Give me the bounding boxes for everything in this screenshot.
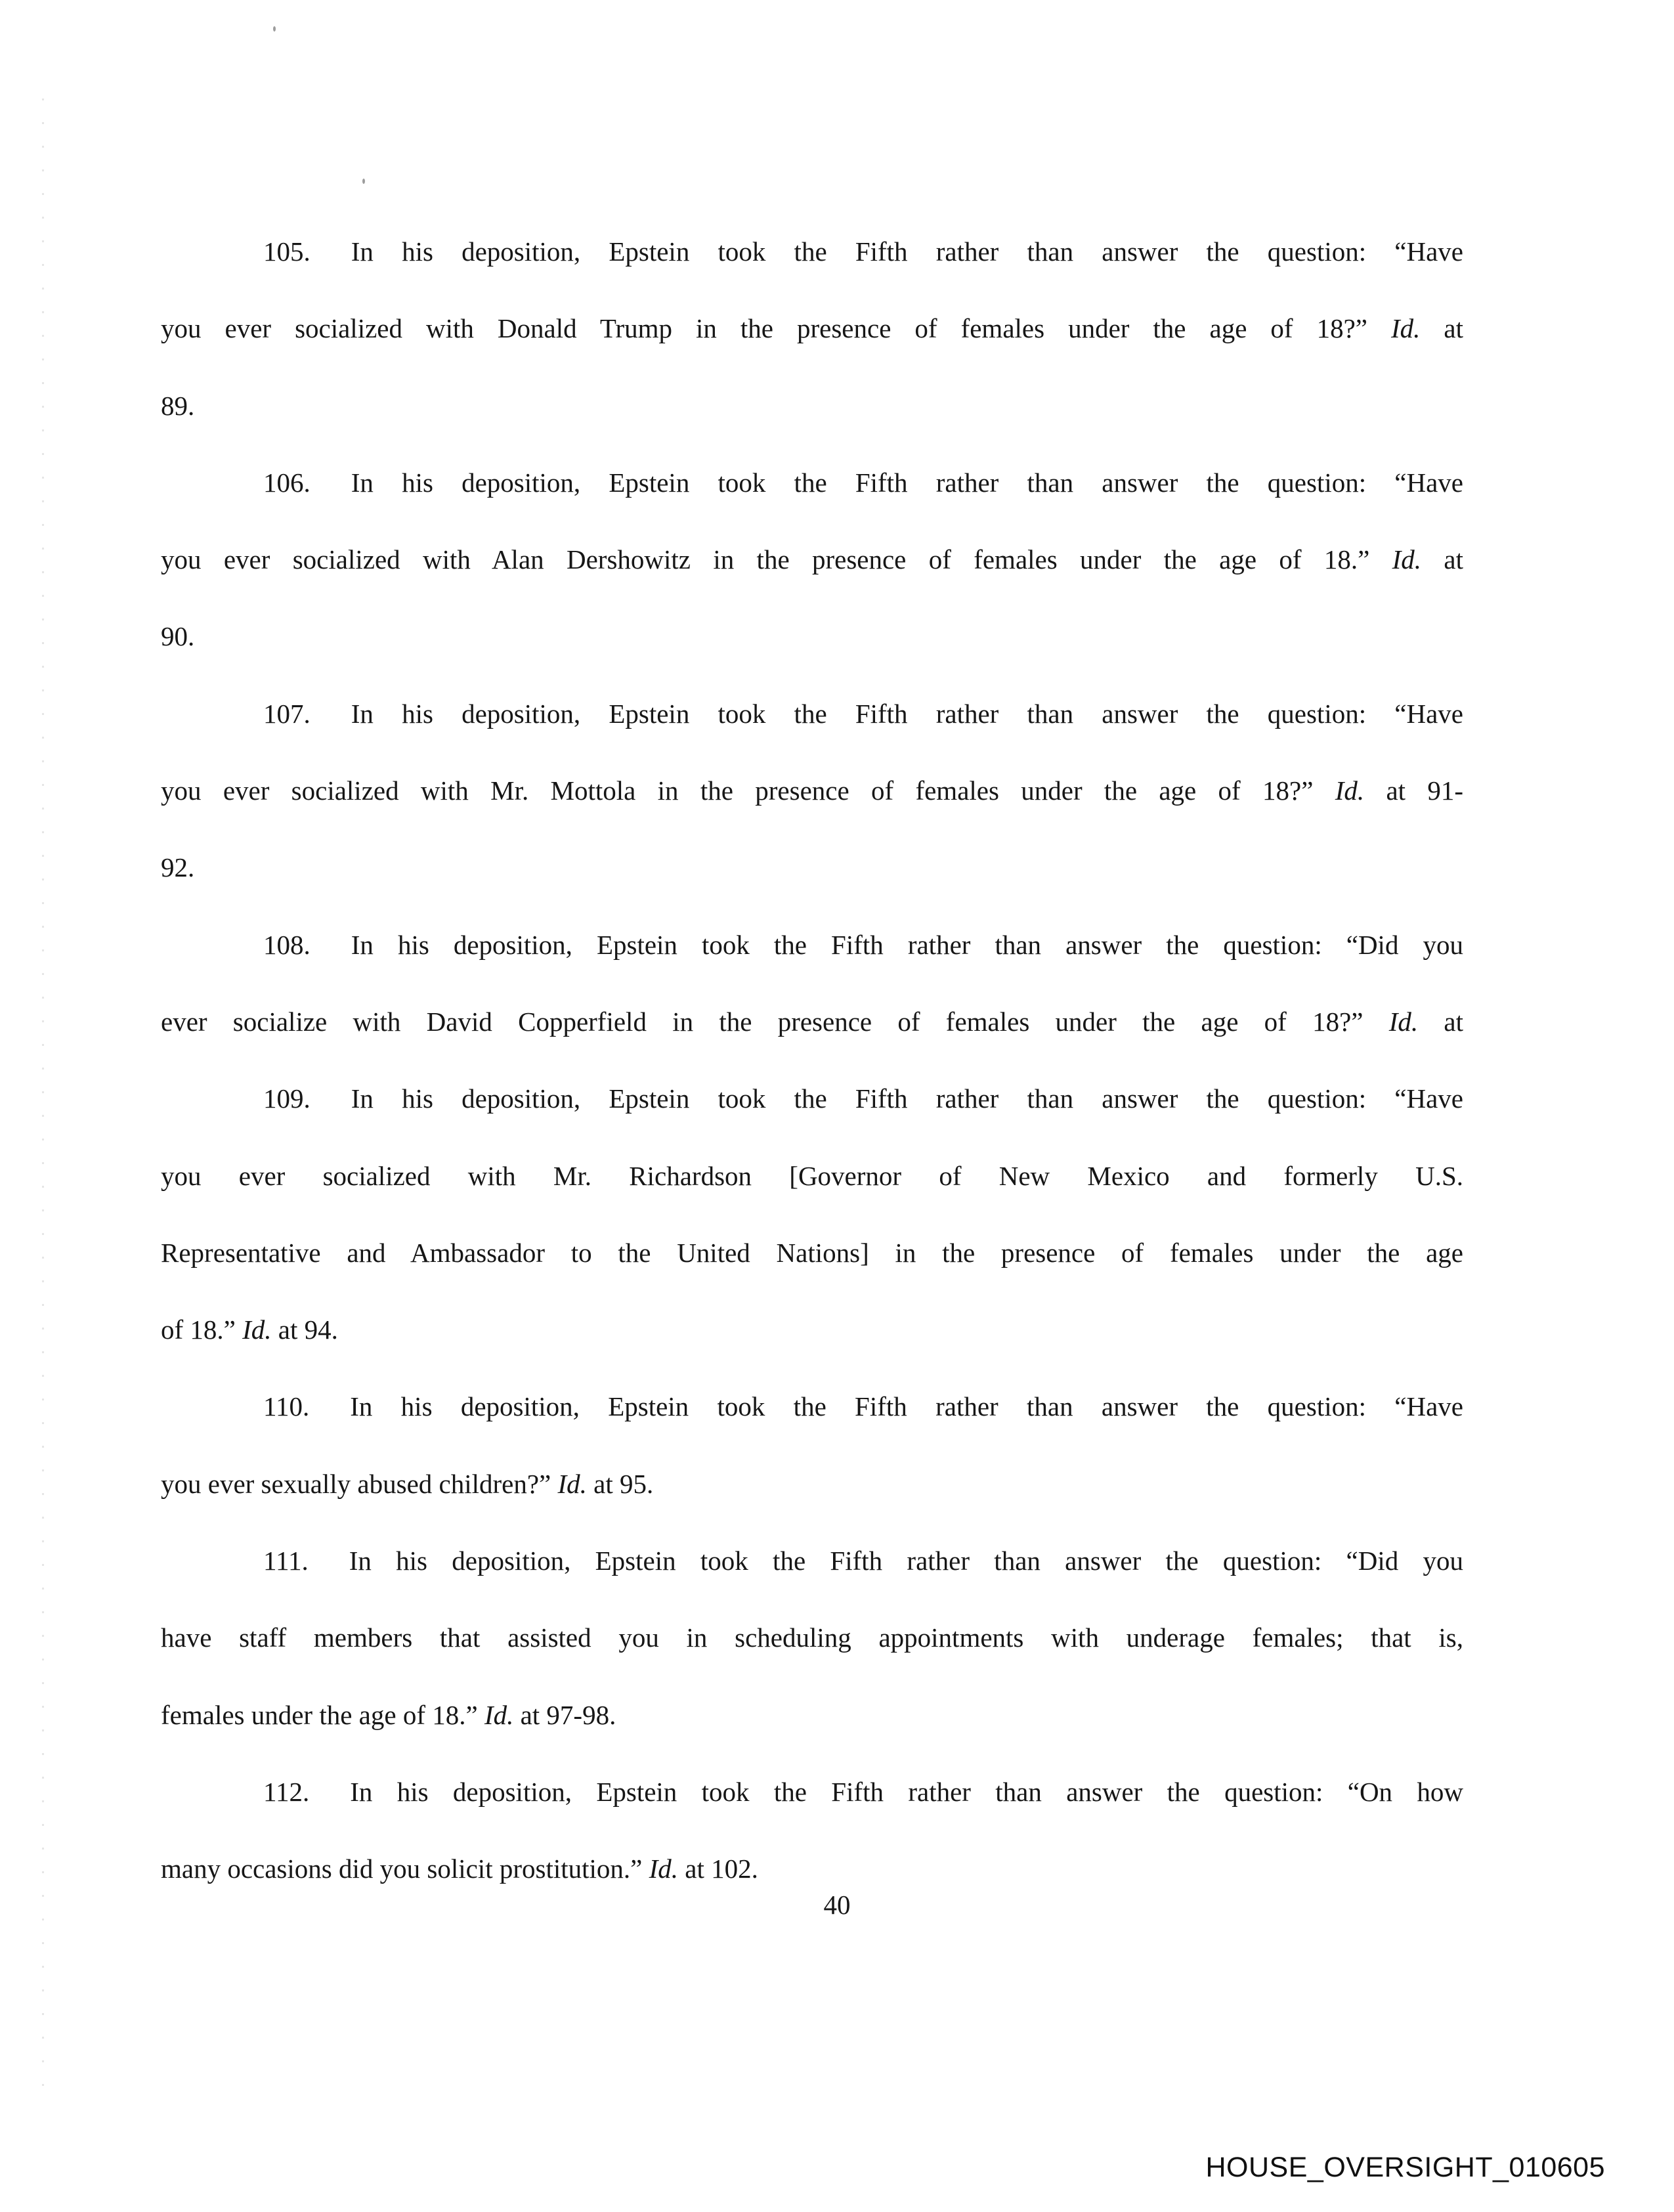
para-105-line-3: [161, 368, 1463, 445]
para-111-line-2: [161, 1599, 1463, 1676]
paragraph-number: 110.: [263, 1391, 310, 1422]
scan-speck: [362, 179, 365, 184]
line-text: of 18.”: [161, 1314, 243, 1345]
line-text: In his deposition, Epstein took the Fifth rather than answer the question: “Have: [350, 1391, 1463, 1422]
line-text: at 94.: [271, 1314, 338, 1345]
para-111-line-1: [161, 1523, 1463, 1599]
paragraph-number: 107.: [263, 698, 311, 729]
para-106-line-2: [161, 521, 1463, 598]
paragraph-number: 105.: [263, 236, 311, 267]
paragraph-number: 111.: [263, 1546, 309, 1576]
scan-artifact-dotted-line: [42, 98, 44, 2101]
para-110-line-2: [161, 1446, 1463, 1523]
id-citation: Id.: [1335, 775, 1365, 806]
line-text: you ever socialized with Alan Dershowitz in the presence of females under the age of 18.”: [161, 544, 1392, 575]
line-text: In his deposition, Epstein took the Fifth rather than answer the question: “On how: [350, 1776, 1463, 1807]
para-110-line-1: [161, 1368, 1463, 1445]
line-text: females under the age of 18.”: [161, 1699, 484, 1730]
para-106-line-1: [161, 445, 1463, 521]
para-109-line-3: [161, 1215, 1463, 1291]
para-105-line-2: [161, 290, 1463, 367]
id-citation: Id.: [242, 1314, 272, 1345]
para-108-line-2: [161, 984, 1463, 1060]
para-111-line-3: [161, 1677, 1463, 1754]
paragraph-number: 112.: [263, 1776, 310, 1807]
id-citation: Id.: [1392, 544, 1422, 575]
line-text: In his deposition, Epstein took the Fifth rather than answer the question: “Have: [351, 236, 1463, 267]
id-citation: Id.: [649, 1854, 679, 1884]
line-text: In his deposition, Epstein took the Fifth rather than answer the question: “Have: [351, 467, 1463, 498]
line-text: at: [1421, 544, 1463, 575]
line-text: you ever socialized with Mr. Richardson [Governor of New Mexico and formerly U.S.: [161, 1160, 1463, 1191]
line-text: have staff members that assisted you in scheduling appointments with underage females; that is,: [161, 1622, 1463, 1653]
page-number: 40: [823, 1890, 851, 1920]
para-109-line-2: [161, 1138, 1463, 1215]
para-108-line-1: [161, 907, 1463, 984]
line-text: In his deposition, Epstein took the Fifth rather than answer the question: “Have: [351, 698, 1463, 729]
line-text: Representative and Ambassador to the United Nations] in the presence of females under the age: [161, 1237, 1463, 1268]
line-text: at 95.: [586, 1468, 654, 1499]
para-109-line-4: [161, 1291, 1463, 1368]
para-112-line-1: [161, 1754, 1463, 1831]
line-text: you ever socialized with Donald Trump in the presence of females under the age of 18?”: [161, 313, 1391, 344]
line-text: at 91-: [1364, 775, 1463, 806]
cite-page-number: 90.: [161, 621, 195, 652]
document-body: [161, 213, 1463, 1908]
line-text: many occasions did you solicit prostitution.”: [161, 1854, 649, 1884]
cite-page-number: 92.: [161, 852, 195, 883]
line-text: at: [1420, 313, 1463, 344]
paragraph-number: 109.: [263, 1083, 311, 1114]
id-citation: Id.: [1388, 1006, 1419, 1037]
line-text: at: [1418, 1006, 1463, 1037]
scan-speck: [273, 26, 276, 32]
line-text: ever socialize with David Copperfield in the presence of females under the age of 18?”: [161, 1006, 1389, 1037]
cite-page-number: 89.: [161, 390, 195, 421]
id-citation: Id.: [1390, 313, 1421, 344]
para-107-line-1: [161, 676, 1463, 752]
line-text: In his deposition, Epstein took the Fifth rather than answer the question: “Have: [351, 1083, 1463, 1114]
line-text: In his deposition, Epstein took the Fifth rather than answer the question: “Did you: [351, 929, 1463, 960]
para-106-line-3: [161, 598, 1463, 675]
id-citation: Id.: [557, 1468, 587, 1499]
bates-stamp: HOUSE_OVERSIGHT_010605: [1205, 2152, 1605, 2183]
para-107-line-3: [161, 829, 1463, 906]
para-107-line-2: [161, 752, 1463, 829]
line-text: you ever socialized with Mr. Mottola in the presence of females under the age of 18?”: [161, 775, 1335, 806]
paragraph-number: 108.: [263, 929, 311, 960]
line-text: In his deposition, Epstein took the Fifth rather than answer the question: “Did you: [349, 1546, 1463, 1576]
line-text: you ever sexually abused children?”: [161, 1468, 558, 1499]
para-109-line-1: [161, 1060, 1463, 1137]
line-text: at 102.: [678, 1854, 758, 1884]
line-text: at 97-98.: [513, 1699, 616, 1730]
para-105-line-1: [161, 213, 1463, 290]
paragraph-number: 106.: [263, 467, 311, 498]
id-citation: Id.: [484, 1699, 514, 1730]
